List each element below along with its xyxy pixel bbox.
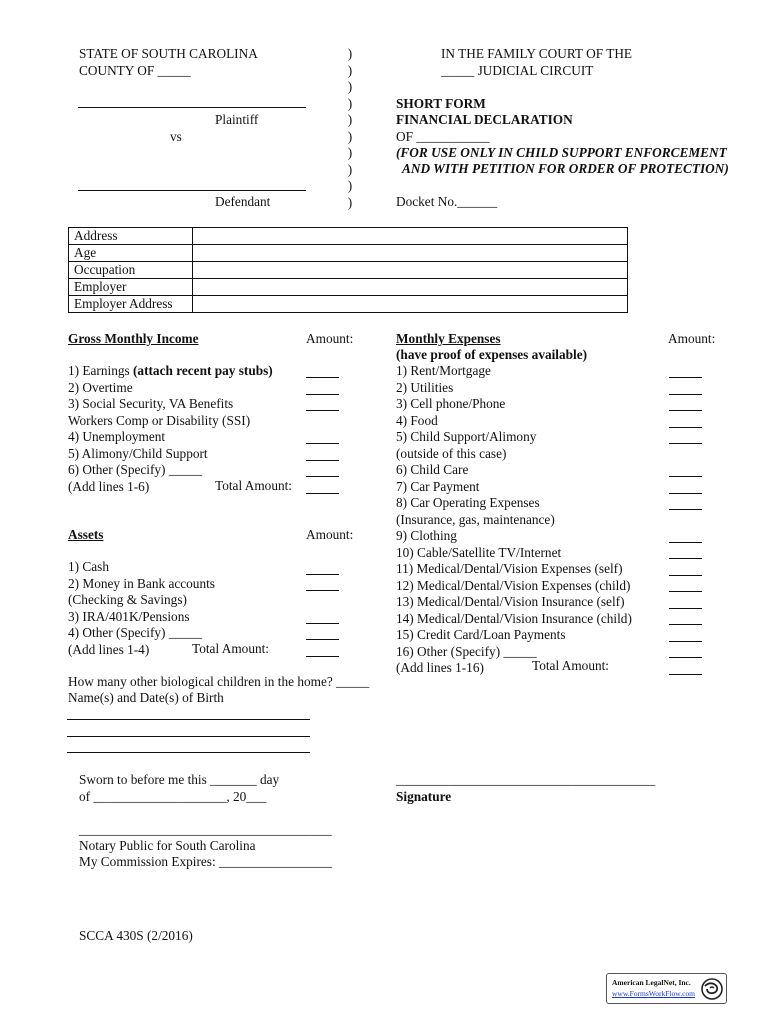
sworn-line-2[interactable]: of ____________________, 20___	[79, 789, 267, 804]
list-item: 6) Child Care	[396, 462, 469, 477]
address-label: Address	[69, 228, 193, 245]
rent-amount[interactable]	[669, 377, 702, 378]
list-item: 10) Cable/Satellite TV/Internet	[396, 544, 562, 560]
children-line-1[interactable]	[67, 719, 310, 720]
expenses-list	[396, 363, 632, 677]
list-item: 5) Child Support/Alimony	[396, 429, 537, 444]
use-note-1: (FOR USE ONLY IN CHILD SUPPORT ENFORCEMENT	[396, 145, 727, 160]
american-legalnet-logo	[606, 973, 727, 1004]
list-item: 2) Utilities	[396, 379, 454, 395]
form-of-line: OF ___________	[396, 129, 490, 144]
defendant-name-line[interactable]	[78, 190, 306, 191]
income-total-label: Total Amount:	[215, 478, 293, 493]
list-item: (Checking & Savings)	[68, 592, 187, 607]
car-payment-amount[interactable]	[669, 493, 702, 494]
overtime-amount[interactable]	[306, 394, 339, 395]
list-item: 5) Alimony/Child Support	[68, 445, 208, 461]
utilities-amount[interactable]	[669, 394, 702, 395]
alimony-amount[interactable]	[306, 460, 339, 461]
county-label: COUNTY OF _____	[79, 63, 191, 78]
income-amount-label: Amount:	[306, 331, 354, 346]
sworn-line-1[interactable]: Sworn to before me this _______ day	[79, 772, 280, 787]
occupation-label: Occupation	[69, 262, 193, 279]
list-item: 4) Other (Specify) _____	[68, 625, 203, 640]
defendant-label: Defendant	[215, 194, 271, 209]
table-row	[69, 296, 628, 313]
list-item: 9) Clothing	[396, 528, 457, 543]
list-item: 2) Overtime	[68, 379, 133, 395]
ira-amount[interactable]	[306, 623, 339, 624]
list-item: 12) Medical/Dental/Vision Expenses (child)	[396, 577, 631, 593]
assets-heading: Assets	[68, 527, 104, 542]
notary-label: Notary Public for South Carolina	[79, 838, 256, 853]
clothing-amount[interactable]	[669, 542, 702, 543]
insurance-child-amount[interactable]	[669, 624, 702, 625]
credit-card-amount[interactable]	[669, 641, 702, 642]
list-item: 6) Other (Specify) _____	[68, 462, 203, 477]
unemployment-amount[interactable]	[306, 443, 339, 444]
list-item: 8) Car Operating Expenses	[396, 495, 540, 510]
list-item: (Insurance, gas, maintenance)	[396, 511, 555, 527]
list-item: 1) Earnings (attach recent pay stubs)	[68, 363, 273, 378]
state-label: STATE OF SOUTH CAROLINA	[79, 46, 258, 61]
list-item: 4) Food	[396, 412, 438, 428]
employer-address-field[interactable]	[193, 296, 628, 313]
list-item: Workers Comp or Disability (SSI)	[68, 412, 251, 428]
form-title-2: FINANCIAL DECLARATION	[396, 112, 573, 127]
expenses-heading: Monthly Expenses	[396, 331, 501, 346]
age-label: Age	[69, 245, 193, 262]
vs-label: vs	[170, 129, 182, 144]
list-item: 1) Rent/Mortgage	[396, 363, 491, 378]
table-row	[69, 279, 628, 296]
court-line-2: _____ JUDICIAL CIRCUIT	[441, 63, 594, 78]
children-names-label: Name(s) and Date(s) of Birth	[68, 690, 224, 705]
commission-expires[interactable]: My Commission Expires: _________________	[79, 854, 333, 869]
other-income-amount[interactable]	[306, 476, 339, 477]
list-item: 13) Medical/Dental/Vision Insurance (self)	[396, 594, 625, 609]
expenses-amount-label: Amount:	[668, 331, 716, 346]
income-heading: Gross Monthly Income	[68, 331, 199, 346]
logo-name: American LegalNet, Inc.	[612, 978, 691, 987]
plaintiff-name-line[interactable]	[78, 107, 306, 108]
car-operating-amount[interactable]	[669, 509, 702, 510]
table-row	[69, 262, 628, 279]
caption-parentheses: ) ) ) ) ) ) ) ) ) )	[347, 46, 353, 210]
list-item: 3) Cell phone/Phone	[396, 396, 506, 411]
children-line-2[interactable]	[67, 736, 310, 737]
table-row	[69, 228, 628, 245]
children-question[interactable]: How many other biological children in the home? _____	[68, 674, 370, 689]
assets-total-amount[interactable]	[306, 656, 339, 657]
child-care-amount[interactable]	[669, 476, 702, 477]
phone-amount[interactable]	[669, 410, 702, 411]
list-item: 3) Social Security, VA Benefits	[68, 396, 234, 411]
assets-amount-label: Amount:	[306, 527, 354, 542]
list-item: 2) Money in Bank accounts	[68, 575, 215, 591]
age-field[interactable]	[193, 245, 628, 262]
income-total-amount[interactable]	[306, 493, 339, 494]
expenses-subheading: (have proof of expenses available)	[396, 347, 588, 362]
food-amount[interactable]	[669, 427, 702, 428]
list-item: (Add lines 1-16)	[396, 660, 484, 675]
income-list	[68, 363, 273, 495]
expenses-total-amount[interactable]	[669, 674, 702, 675]
employer-label: Employer	[69, 279, 193, 296]
insurance-self-amount[interactable]	[669, 608, 702, 609]
form-title-1: SHORT FORM	[396, 96, 486, 111]
other-assets-amount[interactable]	[306, 639, 339, 640]
medical-self-amount[interactable]	[669, 575, 702, 576]
logo-url-link[interactable]: www.FormsWorkFlow.com	[612, 989, 696, 998]
list-item: 4) Unemployment	[68, 429, 166, 444]
globe-icon	[701, 977, 723, 1001]
list-item: 14) Medical/Dental/Vision Insurance (child)	[396, 610, 632, 626]
use-note-2: AND WITH PETITION FOR ORDER OF PROTECTION)	[402, 161, 729, 176]
list-item: 15) Credit Card/Loan Payments	[396, 627, 566, 642]
list-item: (outside of this case)	[396, 445, 507, 461]
party-info-table	[68, 227, 628, 313]
assets-total-label: Total Amount:	[192, 641, 270, 656]
cable-amount[interactable]	[669, 558, 702, 559]
signature-line[interactable]: _______________________________________	[396, 772, 656, 787]
list-item: 16) Other (Specify) _____	[396, 643, 537, 659]
list-item: 3) IRA/401K/Pensions	[68, 608, 190, 624]
court-line-1: IN THE FAMILY COURT OF THE	[441, 46, 633, 61]
docket-number[interactable]: Docket No.______	[396, 194, 498, 209]
signature-label: Signature	[396, 789, 452, 804]
employer-address-label: Employer Address	[69, 296, 193, 313]
address-field[interactable]	[193, 228, 628, 245]
occupation-field[interactable]	[193, 262, 628, 279]
form-id: SCCA 430S (2/2016)	[79, 928, 193, 943]
list-item: (Add lines 1-4)	[68, 641, 150, 657]
plaintiff-label: Plaintiff	[215, 112, 259, 127]
child-support-amount[interactable]	[669, 443, 702, 444]
notary-signature-line[interactable]: ______________________________________	[79, 822, 332, 837]
list-item: 7) Car Payment	[396, 478, 480, 494]
table-row	[69, 245, 628, 262]
cash-amount[interactable]	[306, 574, 339, 575]
list-item: (Add lines 1-6)	[68, 478, 150, 494]
bank-amount[interactable]	[306, 590, 339, 591]
list-item: 11) Medical/Dental/Vision Expenses (self)	[396, 561, 623, 576]
social-security-amount[interactable]	[306, 410, 339, 411]
earnings-amount[interactable]	[306, 377, 339, 378]
other-expense-amount[interactable]	[669, 657, 702, 658]
children-line-3[interactable]	[67, 752, 310, 753]
employer-field[interactable]	[193, 279, 628, 296]
medical-child-amount[interactable]	[669, 591, 702, 592]
expenses-total-label: Total Amount:	[532, 658, 610, 673]
list-item: 1) Cash	[68, 559, 109, 574]
